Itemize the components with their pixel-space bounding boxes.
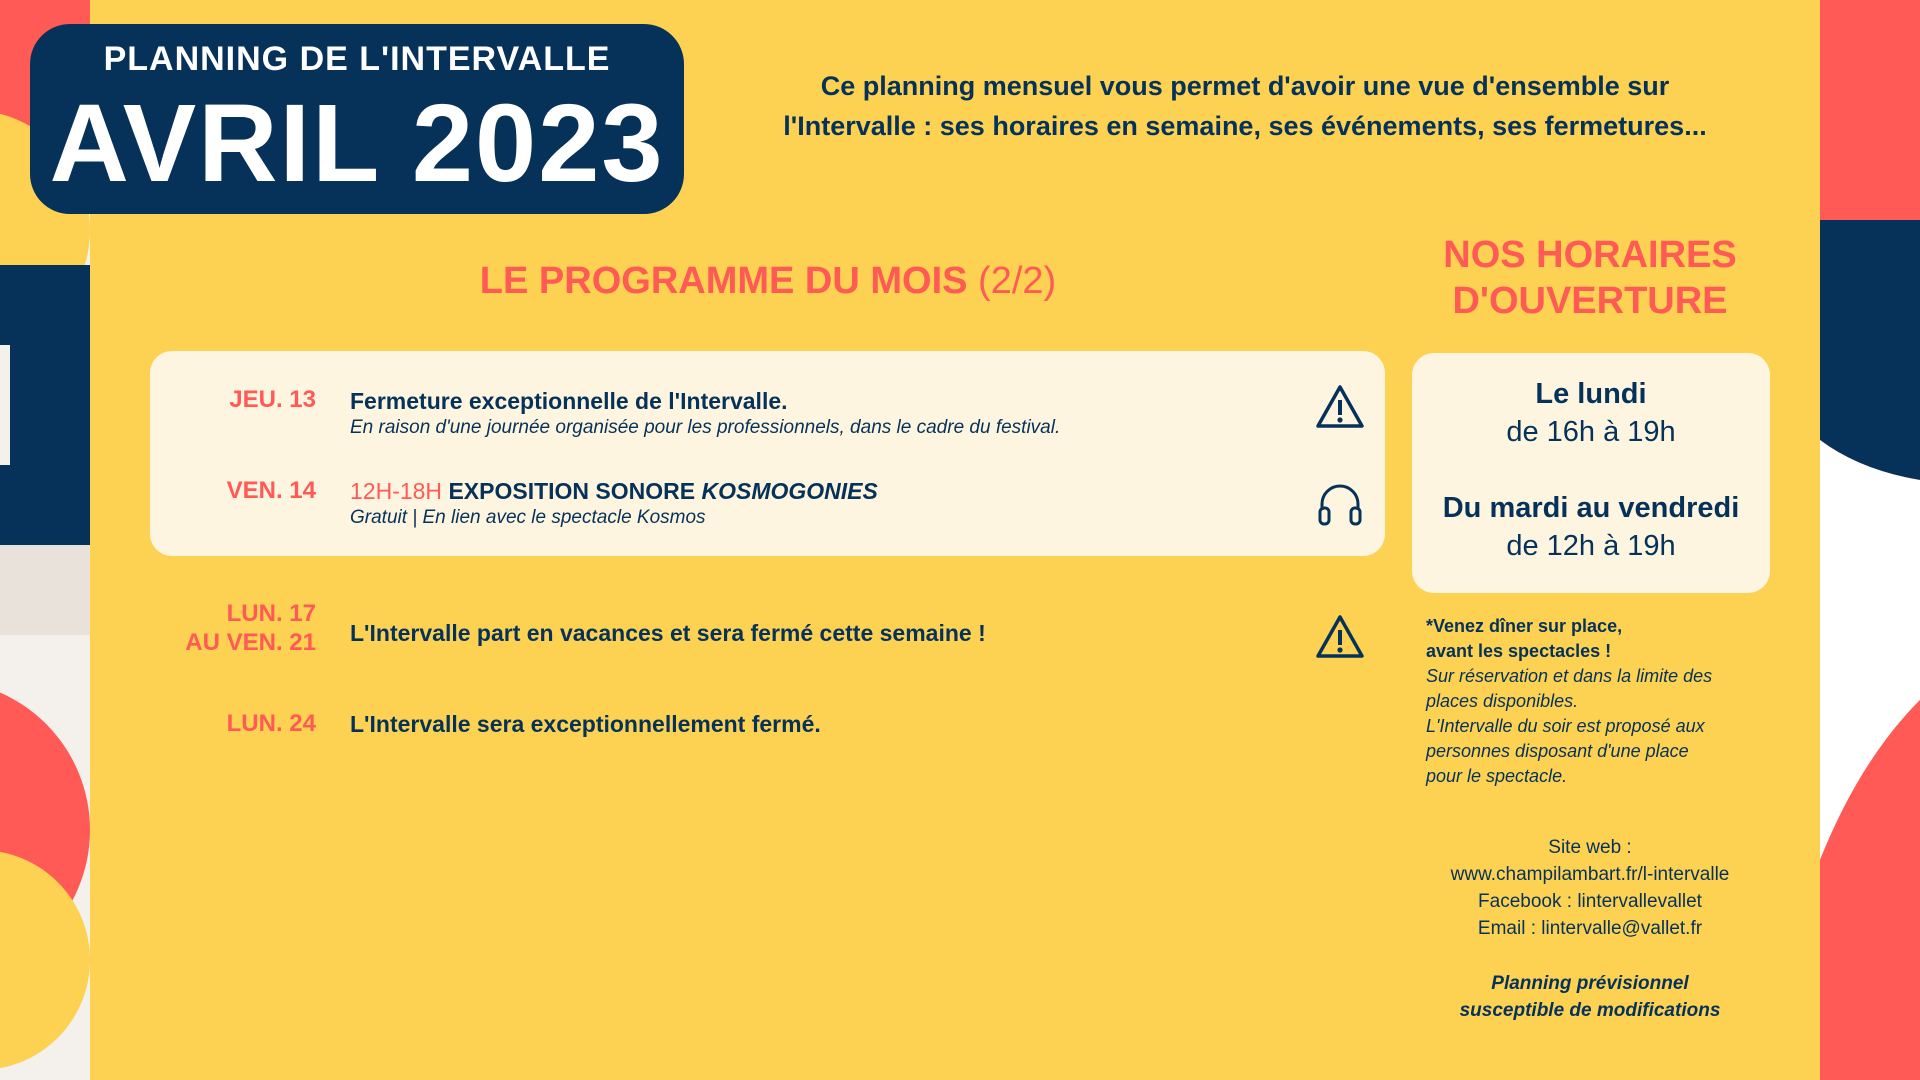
warning-icon (1314, 612, 1366, 664)
dinner-bold-line: *Venez dîner sur place, (1426, 616, 1623, 636)
warning-icon (1314, 382, 1366, 434)
event-title-line (350, 476, 878, 506)
event-title: EXPOSITION SONORE (448, 478, 696, 504)
events-card (150, 351, 1385, 556)
event-date: VEN. 14 (226, 477, 316, 504)
right-decorative-shapes (1820, 0, 1920, 1080)
hours-heading (1410, 232, 1770, 324)
event-date-start: LUN. 17 (226, 600, 316, 627)
event-subtitle: En raison d'une journée organisée pour les professionnels, dans le cadre du festival. (350, 417, 1061, 438)
dinner-italic-line: pour le spectacle. (1426, 766, 1568, 786)
dinner-bold-line: avant les spectacles ! (1426, 641, 1612, 661)
programme-part: (2/2) (978, 260, 1057, 302)
hours-slot-time: de 16h à 19h (1506, 416, 1676, 448)
right-decorative-panel (1820, 0, 1920, 1080)
intro-line-2: l'Intervalle : ses horaires en semaine, ses événements, ses fermetures... (783, 111, 1707, 141)
dinner-italic-line: personnes disposant d'une place (1426, 741, 1689, 761)
event-title: L'Intervalle part en vacances et sera fermé cette semaine ! (350, 620, 986, 646)
title-banner (30, 24, 684, 214)
hours-card (1412, 353, 1770, 593)
event-subtitle: Gratuit | En lien avec le spectacle Kosmos (350, 507, 706, 528)
disclaimer (1410, 970, 1770, 1024)
event-title: Fermeture exceptionnelle de l'Intervalle. (350, 388, 788, 414)
hours-slot-time: de 12h à 19h (1506, 530, 1676, 562)
intro-line-1: Ce planning mensuel vous permet d'avoir une vue d'ensemble sur (820, 71, 1670, 101)
event-title-italic: KOSMOGONIES (701, 478, 878, 504)
programme-title: LE PROGRAMME DU MOIS (479, 260, 968, 302)
email-link[interactable]: Email : lintervalle@vallet.fr (1477, 918, 1703, 939)
dinner-italic-line: places disponibles. (1426, 691, 1579, 711)
disclaimer-line-2: susceptible de modifications (1459, 1000, 1721, 1021)
intro-text (740, 66, 1750, 146)
event-date: LUN. 24 (226, 710, 316, 737)
event-date-end: AU VEN. 21 (185, 629, 316, 656)
headphones-icon (1314, 478, 1366, 530)
dinner-italic-line: Sur réservation et dans la limite des (1426, 666, 1713, 686)
site-label: Site web : (1548, 837, 1632, 858)
programme-heading (150, 260, 1386, 303)
event-date: JEU. 13 (229, 386, 316, 413)
hours-slot-label: Du mardi au vendredi (1442, 492, 1740, 524)
site-link[interactable]: www.champilambart.fr/l-intervalle (1450, 864, 1730, 885)
dinner-italic-line: L'Intervalle du soir est proposé aux (1426, 716, 1705, 736)
event-time: 12H-18H (350, 478, 443, 504)
title-kicker: PLANNING DE L'INTERVALLE (103, 40, 611, 78)
dinner-note (1426, 614, 1786, 789)
hours-slot-label: Le lundi (1535, 378, 1647, 410)
hours-title-line-2: D'OUVERTURE (1452, 280, 1728, 322)
facebook-link[interactable]: Facebook : lintervallevallet (1478, 891, 1702, 912)
disclaimer-line-1: Planning prévisionnel (1491, 973, 1689, 994)
hours-title-line-1: NOS HORAIRES (1443, 234, 1737, 276)
page-title: AVRIL 2023 (49, 82, 665, 205)
event-title: L'Intervalle sera exceptionnellement fermé. (350, 711, 821, 737)
contact-info (1410, 834, 1770, 942)
